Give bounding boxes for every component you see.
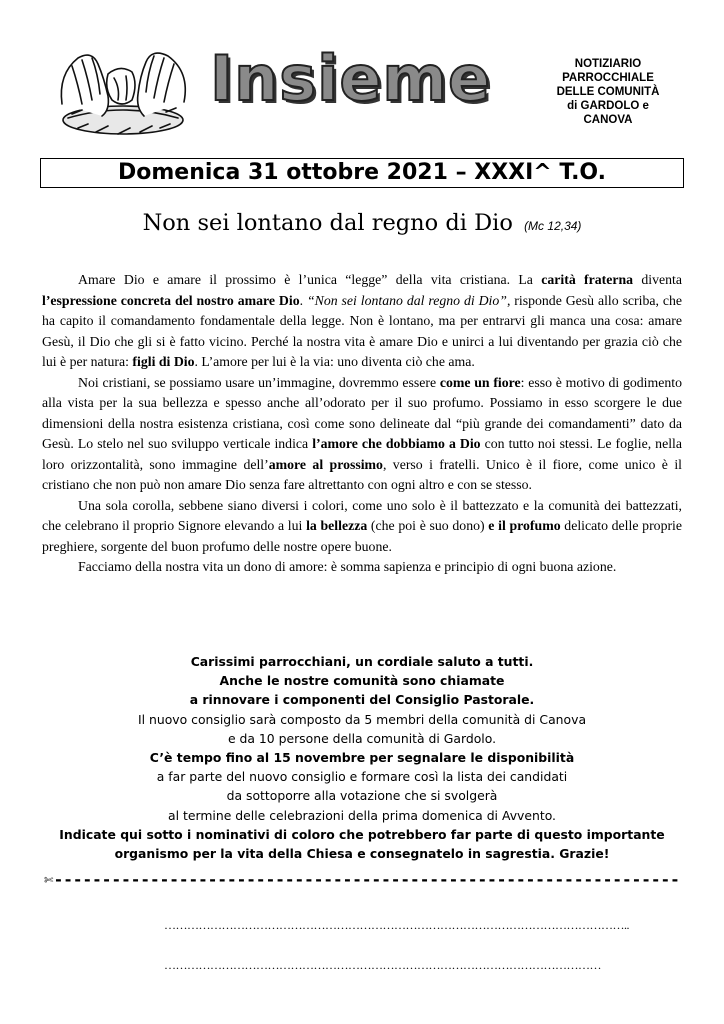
notice-line: Il nuovo consiglio sarà composto da 5 membri della comunità di Canova xyxy=(137,711,587,727)
article-title xyxy=(0,210,724,236)
text-run: delicato delle proprie preghiere, sorgente del buon profumo delle nostre opere buone. xyxy=(42,518,683,554)
article-body xyxy=(42,270,682,578)
bold-text: e il profumo xyxy=(488,518,561,533)
notice-line: da sottoporre alla votazione che si svolgerà xyxy=(226,788,498,804)
notice-line: a far parte del nuovo consiglio e formare così la lista dei candidati xyxy=(156,769,568,785)
text-run: , risponde Gesù allo scriba, che ha capito il comandamento fondamentale della legge. Non è lontano, ma per entrarvi gli manca una cosa: amare Gesù, il Dio che gli si è fatto vicino. Perché la nostra vita è amare Dio e unirci a lui diventando per grazia ciò che lui è per natura: xyxy=(42,292,683,369)
text-run: : esso è motivo di godimento alla vista per la sua bellezza e spesso anche all’odorato per il suo profumo. Possiamo in esso scorgere le due dimensioni della nostra esistenza cristiana, così come sono delineate dal “più grande dei comandamenti” dato da Gesù. Lo stelo nel suo sviluppo verticale indica xyxy=(42,374,682,451)
cut-line xyxy=(44,870,684,889)
subtitle-line: PARROCCHIALE xyxy=(562,72,654,84)
paragraph xyxy=(42,557,682,578)
article-title-text: Non sei lontano dal regno di Dio xyxy=(142,210,513,236)
cut-dashes: ----------------------------------------------------------------- xyxy=(53,870,680,889)
council-notice xyxy=(30,652,694,863)
notice-line: Anche le nostre comunità sono chiamate xyxy=(219,673,505,689)
text-run: Facciamo della nostra vita un dono di amore: è somma sapienza e principio di ogni buona azione. xyxy=(78,559,617,574)
text-run: . xyxy=(299,292,307,308)
text-run: , verso i fratelli. Unico è il fiore, come unico è il cristiano che non può non amare Dio senza fare altrettanto con ogni altro e con se stesso. xyxy=(42,456,682,492)
notice-line: C’è tempo fino al 15 novembre per segnalare le disponibilità xyxy=(149,750,575,766)
date-banner: Domenica 31 ottobre 2021 – XXXI^ T.O. xyxy=(40,158,684,188)
bold-text: come un fiore xyxy=(439,374,521,390)
text-run: diventa xyxy=(633,272,683,287)
fill-line: …………………………………………………………………………………………………… xyxy=(164,958,601,972)
notice-line: Indicate qui sotto i nominativi di coloro che potrebbero far parte di questo importante xyxy=(59,826,665,842)
newsletter-subtitle xyxy=(548,57,668,127)
text-run: . L’amore per lui è la via: uno diventa ciò che ama. xyxy=(194,354,475,369)
subtitle-line: DELLE COMUNITÀ xyxy=(556,86,660,98)
masthead-title: Insieme xyxy=(210,42,492,115)
notice-line: organismo per la vita della Chiesa e consegnatelo in sagrestia. Grazie! xyxy=(114,846,610,862)
notice-line: al termine delle celebrazioni della prima domenica di Avvento. xyxy=(168,807,556,823)
paragraph xyxy=(42,270,682,373)
text-run: Una sola corolla, sebbene siano diversi i colori, come uno solo è il battezzato e la comunità dei battezzati, che celebrano il proprio Signore elevando a lui xyxy=(42,497,682,533)
fill-line: ………………………………………………………………………………………………………….. xyxy=(164,918,629,932)
bold-text: carità fraterna xyxy=(541,272,634,287)
notice-line: Carissimi parrocchiani, un cordiale saluto a tutti. xyxy=(190,654,534,669)
italic-text: “Non sei lontano dal regno di Dio” xyxy=(306,292,507,308)
bold-text: l’espressione concreta del nostro amare Dio xyxy=(42,292,300,308)
text-run: Noi cristiani, se possiamo usare un’immagine, dovremmo essere xyxy=(78,374,440,390)
text-run: Amare Dio e amare il prossimo è l’unica “legge” della vita cristiana. La xyxy=(78,272,542,287)
hands-holding-bread-icon xyxy=(48,44,198,144)
bold-text: amore al prossimo xyxy=(268,456,383,472)
bold-text: figli di Dio xyxy=(132,354,195,369)
subtitle-line: CANOVA xyxy=(583,114,633,126)
bold-text: la bellezza xyxy=(306,518,368,533)
scissors-icon: ✄ xyxy=(44,870,54,889)
paragraph xyxy=(42,496,682,558)
notice-line: e da 10 persone della comunità di Gardolo. xyxy=(227,730,497,746)
text-run: con tutto noi stessi. Le foglie, nella loro orizzontalità, sono immagine dell’ xyxy=(42,436,682,472)
subtitle-line: di GARDOLO e xyxy=(567,100,649,112)
header xyxy=(0,0,724,150)
scripture-reference: (Mc 12,34) xyxy=(524,219,582,233)
subtitle-line: NOTIZIARIO xyxy=(574,58,642,70)
paragraph xyxy=(42,373,682,496)
notice-line: a rinnovare i componenti del Consiglio Pastorale. xyxy=(189,692,535,708)
text-run: (che poi è suo dono) xyxy=(367,518,489,533)
bold-text: l’amore che dobbiamo a Dio xyxy=(312,436,481,451)
